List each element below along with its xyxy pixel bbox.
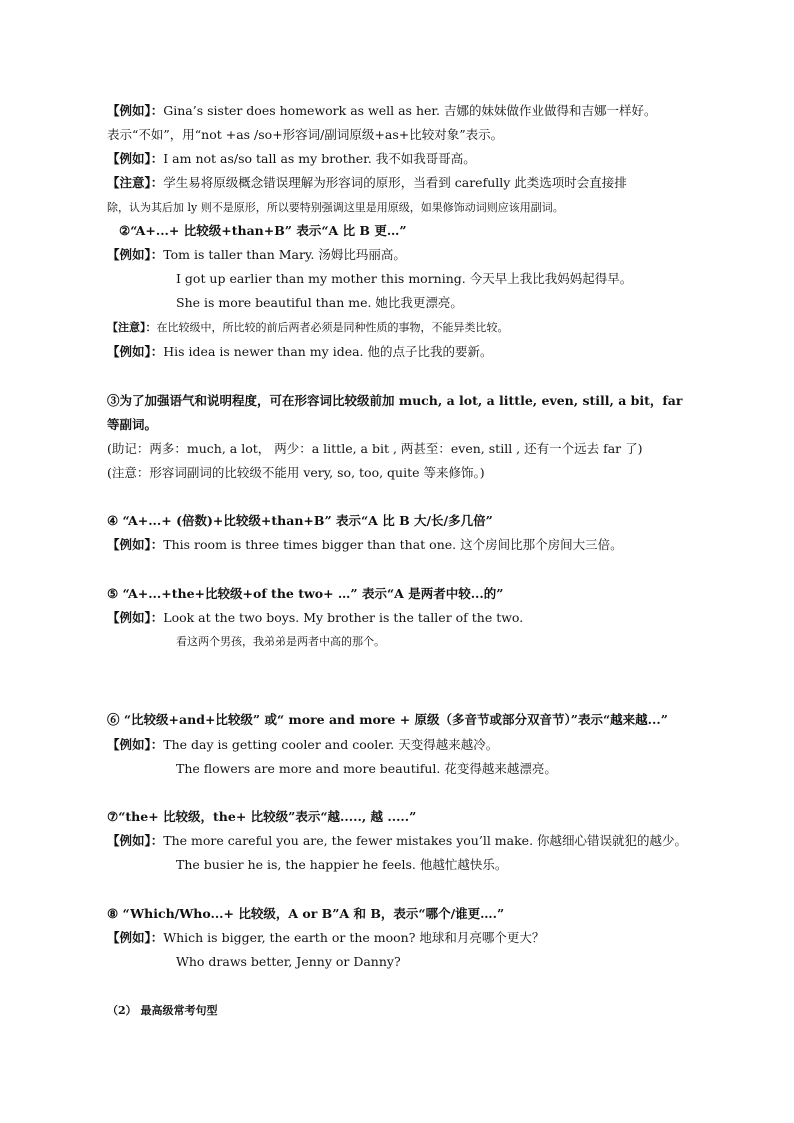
note-line [107,320,509,336]
section-heading-5: ⑤ “A+...+the+比较级+of the two+ …” 表示“A 是两者中较...的” [107,586,504,601]
example-line [107,930,544,946]
example-tag: 【例如】： [107,737,164,752]
line-text: 学生易将原级概念错误理解为形容词的原形，当看到 carefully 此类选项时会直接排 [163,175,627,190]
section-heading-8: ⑧ “Which/Who...+ 比较级，A or B”A 和 B，表示“哪个/谁更….” [107,906,505,921]
example-tag: 【例如】： [107,930,164,945]
section-heading-6: ⑥ “比较级+and+比较级” 或“ more and more + 原级（多音节或部分双音节）”表示“越来越...” [107,712,668,727]
line-text: I am not as/so tall as my brother. 我不如我哥哥高。 [163,151,476,166]
example-tag: 【例如】： [107,833,164,848]
example-line [107,737,498,753]
note-tag: 【注意】： [107,321,157,334]
line-text: His idea is newer than my idea. 他的点子比我的要新。 [163,344,493,359]
section-heading-7: ⑦“the+ 比较级，the+ 比较级”表示“越....., 越 .....” [107,809,417,824]
example-line [107,344,493,360]
example-continuation: I got up earlier than my mother this morning. 今天早上我比我妈妈起得早。 [176,271,633,286]
line-text: The more careful you are, the fewer mistakes you’ll make. 你越细心错误就犯的越少。 [163,833,688,848]
example-tag: 【例如】： [107,151,164,166]
line-text: This room is three times bigger than that one. 这个房间比那个房间大三倍。 [163,537,623,552]
note-line-continued: 除，认为其后加 ly 则不是原形，所以要特别强调这里是用原级，如果修饰动词则应该用副词。 [107,201,564,214]
note-tag: 【注意】： [107,175,164,190]
note-line: (注意：形容词副词的比较级不能用 very, so, too, quite 等来修饰。) [107,465,485,480]
example-continuation: The flowers are more and more beautiful. 花变得越来越漂亮。 [176,761,557,776]
example-tag: 【例如】： [107,610,164,625]
section-heading-3: ③为了加强语气和说明程度，可在形容词比较级前加 much, a lot, a little, even, still, a bit，far [107,393,683,408]
line-text: Tom is taller than Mary. 汤姆比玛丽高。 [163,247,406,262]
example-continuation: The busier he is, the happier he feels. 他越忙越快乐。 [176,857,508,872]
example-tag: 【例如】： [107,344,164,359]
section-heading-2: ②“A+...+ 比较级+than+B” 表示“A 比 B 更…” [119,223,407,238]
example-line [107,103,656,119]
example-line [107,610,523,626]
example-line [107,833,687,849]
line-text: Look at the two boys. My brother is the taller of the two. [163,610,524,625]
example-continuation: Who draws better, Jenny or Danny? [176,954,401,969]
example-line [107,151,476,167]
explanation-line: 表示“不如”，用“not +as /so+形容词/副词原级+as+比较对象”表示。 [107,127,504,142]
section-heading-3-continued: 等副词。 [107,417,158,432]
example-line [107,247,406,263]
mnemonic-line: (助记：两多：much, a lot， 两少：a little, a bit , 两甚至：even, still , 还有一个远去 far 了) [107,441,643,456]
line-text: 在比较级中，所比较的前后两者必须是同种性质的事物，不能异类比较。 [156,321,509,334]
line-text: Which is bigger, the earth or the moon? 地球和月亮哪个更大？ [163,930,545,945]
section-heading-4: ④ “A+...+ (倍数)+比较级+than+B” 表示“A 比 B 大/长/多几倍” [107,513,493,528]
line-text: The day is getting cooler and cooler. 天变得越来越冷。 [163,737,499,752]
example-line [107,537,623,553]
note-line [107,175,627,191]
subsection-heading: （2） 最高级常考句型 [107,1004,218,1017]
example-tag: 【例如】： [107,247,164,262]
example-translation: 看这两个男孩，我弟弟是两者中高的那个。 [176,635,385,648]
example-tag: 【例如】： [107,103,164,118]
line-text: Gina’s sister does homework as well as her. 吉娜的妹妹做作业做得和吉娜一样好。 [163,103,657,118]
example-continuation: She is more beautiful than me. 她比我更漂亮。 [176,295,463,310]
example-tag: 【例如】： [107,537,164,552]
